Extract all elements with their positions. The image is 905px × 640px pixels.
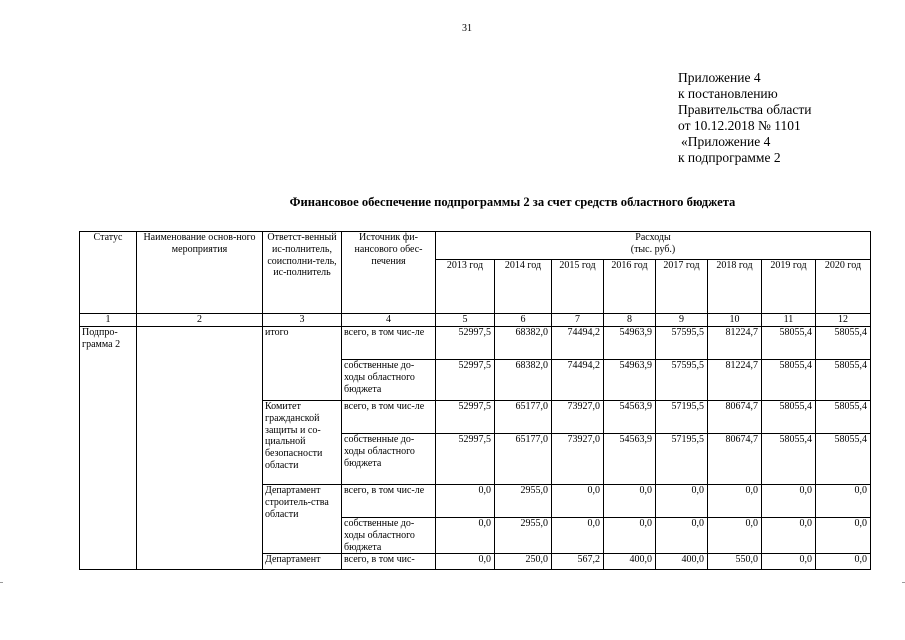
table-row — [80, 327, 871, 360]
source-cell: собственные до-ходы областного бюджета — [342, 434, 436, 485]
value-cell: 0,0 — [816, 485, 871, 518]
header-activity: Наименование основ-ного мероприятия — [137, 232, 263, 314]
column-number: 1 — [80, 314, 137, 327]
value-cell: 54563,9 — [604, 434, 656, 485]
value-cell: 54963,9 — [604, 360, 656, 401]
header-expenses — [436, 232, 871, 260]
value-cell: 74494,2 — [552, 327, 604, 360]
table-body — [80, 232, 871, 570]
value-cell: 0,0 — [762, 518, 816, 554]
value-cell: 52997,5 — [436, 327, 495, 360]
value-cell: 2955,0 — [495, 485, 552, 518]
status-cell: Подпро-грамма 2 — [80, 327, 137, 570]
value-cell: 0,0 — [656, 518, 708, 554]
value-cell: 0,0 — [552, 518, 604, 554]
header-expenses-label: Расходы — [635, 232, 671, 243]
value-cell: 65177,0 — [495, 434, 552, 485]
appendix-line: к подпрограмме 2 — [678, 150, 781, 165]
header-source: Источник фи-нансового обес-печения — [342, 232, 436, 314]
column-number: 11 — [762, 314, 816, 327]
executor-cell: Комитет гражданской защиты и со-циальной безопасности области — [263, 401, 342, 485]
value-cell: 68382,0 — [495, 327, 552, 360]
value-cell: 0,0 — [604, 485, 656, 518]
column-number: 7 — [552, 314, 604, 327]
appendix-line: к постановлению — [678, 86, 778, 101]
source-cell: всего, в том чис-ле — [342, 401, 436, 434]
financing-table — [79, 231, 871, 570]
value-cell: 73927,0 — [552, 401, 604, 434]
source-cell: всего, в том чис-ле — [342, 485, 436, 518]
value-cell: 0,0 — [708, 485, 762, 518]
column-number: 3 — [263, 314, 342, 327]
column-number-row — [80, 314, 871, 327]
value-cell: 400,0 — [656, 554, 708, 570]
source-cell: всего, в том чис- — [342, 554, 436, 570]
value-cell: 567,2 — [552, 554, 604, 570]
header-units: (тыс. руб.) — [630, 243, 676, 255]
value-cell: 0,0 — [436, 485, 495, 518]
header-year: 2017 год — [656, 260, 708, 314]
value-cell: 57195,5 — [656, 401, 708, 434]
source-cell: всего, в том чис-ле — [342, 327, 436, 360]
header-year: 2019 год — [762, 260, 816, 314]
value-cell: 58055,4 — [762, 327, 816, 360]
value-cell: 58055,4 — [816, 434, 871, 485]
value-cell: 0,0 — [604, 518, 656, 554]
activity-cell — [137, 327, 263, 570]
executor-cell: итого — [263, 327, 342, 401]
appendix-line: Правительства области — [678, 102, 812, 117]
value-cell: 74494,2 — [552, 360, 604, 401]
value-cell: 400,0 — [604, 554, 656, 570]
value-cell: 68382,0 — [495, 360, 552, 401]
value-cell: 250,0 — [495, 554, 552, 570]
value-cell: 80674,7 — [708, 434, 762, 485]
value-cell: 73927,0 — [552, 434, 604, 485]
value-cell: 58055,4 — [816, 401, 871, 434]
column-number: 9 — [656, 314, 708, 327]
value-cell: 81224,7 — [708, 360, 762, 401]
header-year: 2020 год — [816, 260, 871, 314]
value-cell: 0,0 — [436, 518, 495, 554]
header-status: Статус — [80, 232, 137, 314]
header-year: 2015 год — [552, 260, 604, 314]
value-cell: 0,0 — [552, 485, 604, 518]
value-cell: 54963,9 — [604, 327, 656, 360]
value-cell: 0,0 — [708, 518, 762, 554]
value-cell: 65177,0 — [495, 401, 552, 434]
value-cell: 58055,4 — [816, 327, 871, 360]
value-cell: 58055,4 — [816, 360, 871, 401]
value-cell: 52997,5 — [436, 360, 495, 401]
executor-cell: Департамент строитель-ства области — [263, 485, 342, 554]
value-cell: 0,0 — [436, 554, 495, 570]
value-cell: 54563,9 — [604, 401, 656, 434]
appendix-line: Приложение 4 — [678, 70, 761, 85]
column-number: 12 — [816, 314, 871, 327]
appendix-line: «Приложение 4 — [681, 134, 771, 149]
value-cell: 0,0 — [656, 485, 708, 518]
column-number: 4 — [342, 314, 436, 327]
document-title: Финансовое обеспечение подпрограммы 2 за счет средств областного бюджета — [289, 195, 736, 209]
column-number: 10 — [708, 314, 762, 327]
header-executor: Ответст-венный ис-полнитель, соисполни-тель, ис-полнитель — [263, 232, 342, 314]
value-cell: 0,0 — [762, 554, 816, 570]
value-cell: 58055,4 — [762, 360, 816, 401]
value-cell: 58055,4 — [762, 434, 816, 485]
value-cell: 57195,5 — [656, 434, 708, 485]
appendix-line: от 10.12.2018 № 1101 — [678, 118, 801, 133]
appendix-block — [678, 70, 811, 166]
source-cell: собственные до-ходы областного бюджета — [342, 360, 436, 401]
header-year: 2016 год — [604, 260, 656, 314]
value-cell: 57595,5 — [656, 360, 708, 401]
value-cell: 0,0 — [816, 518, 871, 554]
column-number: 8 — [604, 314, 656, 327]
value-cell: 81224,7 — [708, 327, 762, 360]
source-cell: собственные до-ходы областного бюджета — [342, 518, 436, 554]
value-cell: 0,0 — [816, 554, 871, 570]
value-cell: 80674,7 — [708, 401, 762, 434]
header-year: 2014 год — [495, 260, 552, 314]
value-cell: 0,0 — [762, 485, 816, 518]
executor-cell: Департамент — [263, 554, 342, 570]
header-row — [80, 232, 871, 260]
value-cell: 52997,5 — [436, 401, 495, 434]
value-cell: 2955,0 — [495, 518, 552, 554]
header-year: 2018 год — [708, 260, 762, 314]
column-number: 5 — [436, 314, 495, 327]
scan-edge-mark — [0, 582, 3, 583]
column-number: 6 — [495, 314, 552, 327]
header-year: 2013 год — [436, 260, 495, 314]
value-cell: 550,0 — [708, 554, 762, 570]
column-number: 2 — [137, 314, 263, 327]
value-cell: 58055,4 — [762, 401, 816, 434]
value-cell: 52997,5 — [436, 434, 495, 485]
page-number: 31 — [462, 23, 472, 34]
value-cell: 57595,5 — [656, 327, 708, 360]
